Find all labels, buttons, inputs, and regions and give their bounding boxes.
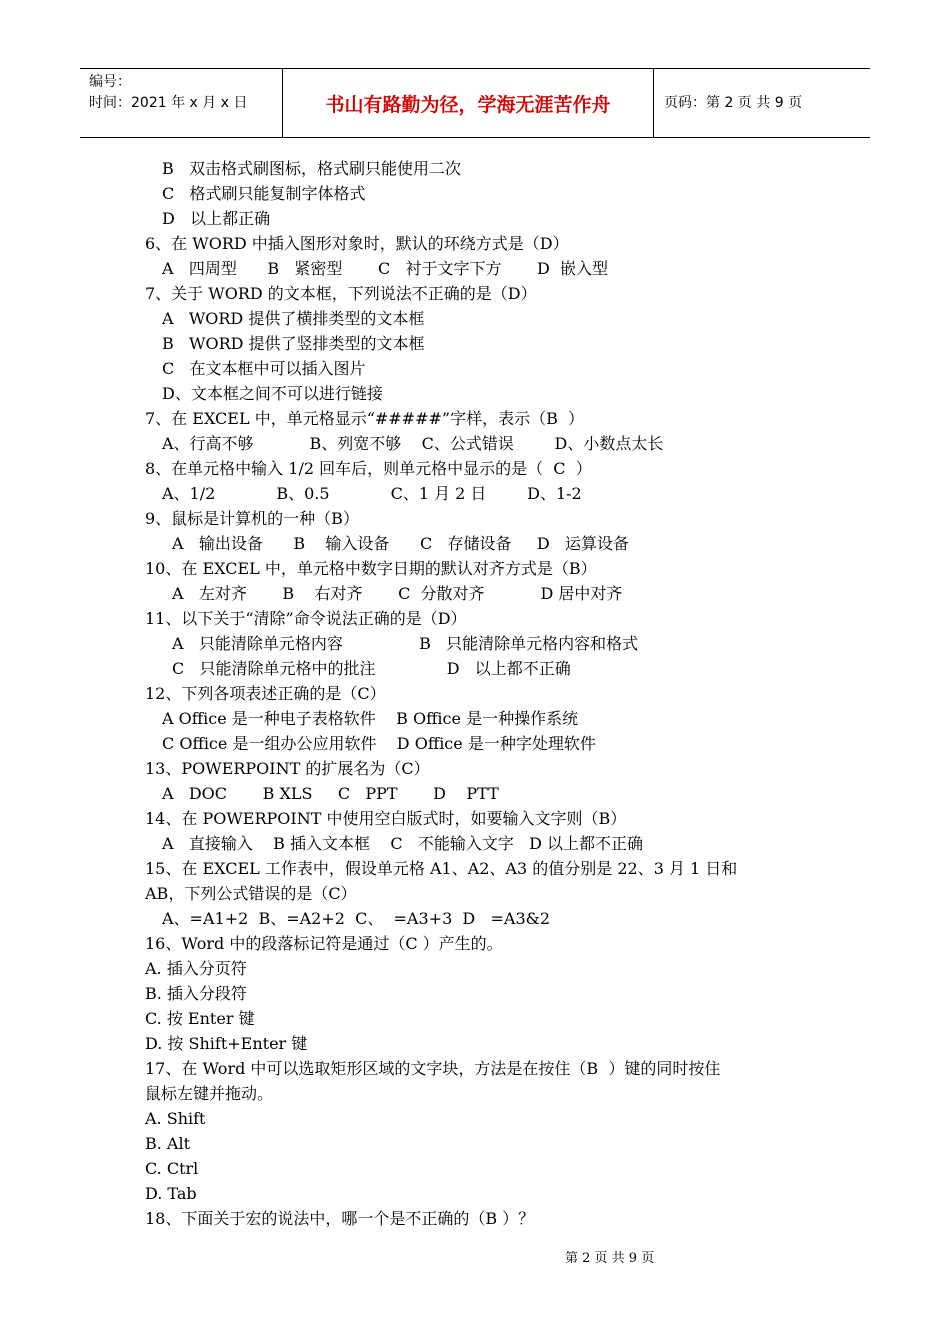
question-line: 17、在 Word 中可以选取矩形区域的文字块，方法是在按住（B ）键的同时按住 (145, 1059, 721, 1078)
options-line: A 四周型 B 紧密型 C 衬于文字下方 D 嵌入型 (162, 259, 609, 278)
options-line: A、1/2 B、0.5 C、1 月 2 日 D、1-2 (162, 484, 582, 503)
text-line: C 在文本框中可以插入图片 (162, 359, 366, 378)
header-time-label: 时间：2021 年 x 月 x 日 (89, 95, 248, 111)
text-line: D 以上都正确 (162, 209, 271, 228)
option-line: D. Tab (145, 1184, 197, 1203)
option-line: C. 按 Enter 键 (145, 1009, 255, 1028)
question-line: 14、在 POWERPOINT 中使用空白版式时，如要输入文字则（B） (145, 809, 627, 828)
option-line: B. Alt (145, 1134, 191, 1153)
question-line: 11、以下关于“清除”命令说法正确的是（D） (145, 609, 467, 628)
options-line: A DOC B XLS C PPT D PTT (162, 784, 499, 803)
question-line: 鼠标左键并拖动。 (145, 1084, 274, 1103)
options-line: A 直接输入 B 插入文本框 C 不能输入文字 D 以上都不正确 (162, 834, 644, 853)
question-line: 6、在 WORD 中插入图形对象时，默认的环绕方式是（D） (145, 234, 569, 253)
text-line: D、文本框之间不可以进行链接 (162, 384, 383, 403)
header-motto: 书山有路勤为径，学海无涯苦作舟 (283, 69, 654, 137)
question-line: 12、下列各项表述正确的是（C） (145, 684, 386, 703)
question-line: 15、在 EXCEL 工作表中，假设单元格 A1、A2、A3 的值分别是 22、3 月 1 日和 (145, 859, 738, 878)
page-footer: 第 2 页 共 9 页 (565, 1251, 655, 1266)
question-line: 16、Word 中的段落标记符是通过（C ）产生的。 (145, 934, 503, 953)
options-line: A 左对齐 B 右对齐 C 分散对齐 D 居中对齐 (172, 584, 623, 603)
option-line: C. Ctrl (145, 1159, 199, 1178)
text-line: A WORD 提供了横排类型的文本框 (162, 309, 425, 328)
question-line: 9、鼠标是计算机的一种（B） (145, 509, 359, 528)
page-header (80, 68, 870, 138)
question-line: 13、POWERPOINT 的扩展名为（C） (145, 759, 430, 778)
header-page-info: 页码：第 2 页 共 9 页 (664, 95, 803, 111)
header-meta-cell (80, 69, 283, 137)
options-line: A Office 是一种电子表格软件 B Office 是一种操作系统 (162, 709, 579, 728)
text-line: B WORD 提供了竖排类型的文本框 (162, 334, 425, 353)
question-line: 8、在单元格中输入 1/2 回车后，则单元格中显示的是（ C ） (145, 459, 592, 478)
options-line: A、=A1+2 B、=A2+2 C、 =A3+3 D =A3&2 (162, 909, 551, 928)
question-line: 18、下面关于宏的说法中，哪一个是不正确的（B ）？ (145, 1209, 535, 1228)
options-line: A、行高不够 B、列宽不够 C、公式错误 D、小数点太长 (162, 434, 664, 453)
question-line: 7、关于 WORD 的文本框，下列说法不正确的是（D） (145, 284, 537, 303)
text-line: B 双击格式刷图标，格式刷只能使用二次 (162, 159, 462, 178)
options-line: A 输出设备 B 输入设备 C 存储设备 D 运算设备 (172, 534, 629, 553)
option-line: B. 插入分段符 (145, 984, 247, 1003)
option-line: D. 按 Shift+Enter 键 (145, 1034, 308, 1053)
options-line: C 只能清除单元格中的批注 D 以上都不正确 (172, 659, 571, 678)
question-line: 7、在 EXCEL 中，单元格显示“#####”字样，表示（B ） (145, 409, 585, 428)
text-line: C 格式刷只能复制字体格式 (162, 184, 366, 203)
options-line: C Office 是一组办公应用软件 D Office 是一种字处理软件 (162, 734, 596, 753)
question-line: AB，下列公式错误的是（C） (145, 884, 357, 903)
options-line: A 只能清除单元格内容 B 只能清除单元格内容和格式 (172, 634, 639, 653)
question-line: 10、在 EXCEL 中，单元格中数字日期的默认对齐方式是（B） (145, 559, 597, 578)
header-number-label: 编号： (89, 74, 131, 90)
option-line: A. Shift (145, 1109, 206, 1128)
option-line: A. 插入分页符 (145, 959, 247, 978)
